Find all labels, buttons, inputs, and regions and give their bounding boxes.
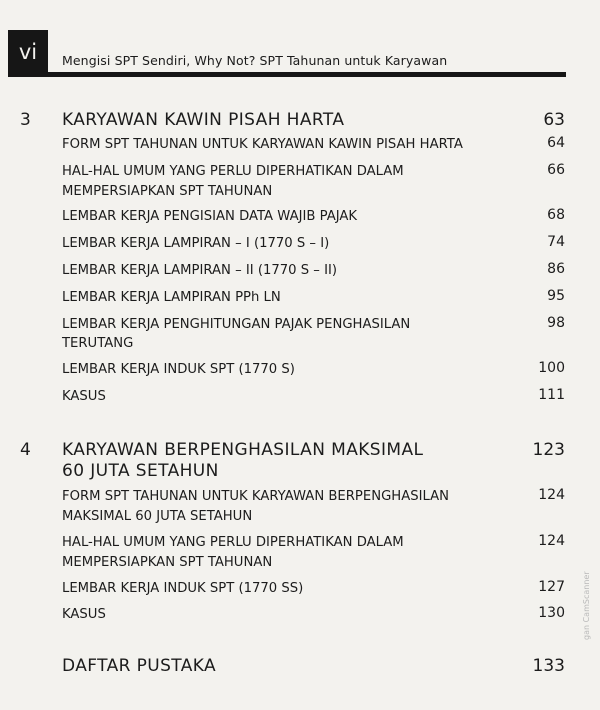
- toc-entry: LEMBAR KERJA PENGISIAN DATA WAJIB PAJAK: [62, 209, 358, 224]
- toc-entry-page: 124: [538, 533, 565, 549]
- toc-entry: FORM SPT TAHUNAN UNTUK KARYAWAN KAWIN PISAH HARTA: [62, 137, 463, 152]
- chapter-title: KARYAWAN KAWIN PISAH HARTA: [62, 110, 345, 130]
- bibliography-page: 133: [532, 656, 565, 676]
- toc-entry-page: 130: [538, 605, 565, 621]
- toc-entry-page: 86: [547, 261, 565, 277]
- chapter-number: 4: [20, 440, 31, 460]
- toc-entry-page: 111: [538, 387, 565, 403]
- toc-entry: LEMBAR KERJA LAMPIRAN – II (1770 S – II): [62, 263, 338, 278]
- chapter-title-continued: 60 JUTA SETAHUN: [62, 461, 219, 481]
- toc-entry-page: 68: [547, 207, 565, 223]
- chapter-title: KARYAWAN BERPENGHASILAN MAKSIMAL: [62, 440, 424, 460]
- chapter-page: 63: [543, 110, 565, 130]
- toc-entry: HAL-HAL UMUM YANG PERLU DIPERHATIKAN DALAM: [62, 535, 404, 550]
- toc-entry-page: 74: [547, 234, 565, 250]
- toc-entry: LEMBAR KERJA PENGHITUNGAN PAJAK PENGHASILAN: [62, 317, 411, 332]
- header-rule: [8, 72, 566, 77]
- page-number-badge: [8, 30, 48, 74]
- toc-entry-continued: MAKSIMAL 60 JUTA SETAHUN: [62, 509, 253, 524]
- toc-entry-page: 98: [547, 315, 565, 331]
- toc-entry-continued: MEMPERSIAPKAN SPT TAHUNAN: [62, 184, 273, 199]
- toc-entry: LEMBAR KERJA INDUK SPT (1770 SS): [62, 581, 304, 596]
- toc-entry: FORM SPT TAHUNAN UNTUK KARYAWAN BERPENGHASILAN: [62, 489, 450, 504]
- bibliography-title: DAFTAR PUSTAKA: [62, 656, 217, 676]
- toc-entry: HAL-HAL UMUM YANG PERLU DIPERHATIKAN DALAM: [62, 164, 404, 179]
- toc-entry: LEMBAR KERJA LAMPIRAN – I (1770 S – I): [62, 236, 330, 251]
- chapter-number: 3: [20, 110, 31, 130]
- toc-entry-page: 95: [547, 288, 565, 304]
- toc-entry-page: 124: [538, 487, 565, 503]
- chapter-page: 123: [532, 440, 565, 460]
- page-number: vi: [18, 40, 38, 64]
- toc-entry-continued: MEMPERSIAPKAN SPT TAHUNAN: [62, 555, 273, 570]
- toc-entry-continued: TERUTANG: [62, 336, 134, 351]
- scanner-watermark: gan CamScanner: [582, 571, 591, 640]
- toc-entry: KASUS: [62, 607, 106, 622]
- toc-entry-page: 127: [538, 579, 565, 595]
- toc-entry: KASUS: [62, 389, 106, 404]
- toc-entry-page: 66: [547, 162, 565, 178]
- toc-entry: LEMBAR KERJA INDUK SPT (1770 S): [62, 362, 295, 377]
- running-header-title: Mengisi SPT Sendiri, Why Not? SPT Tahunan untuk Karyawan: [62, 53, 448, 68]
- toc-entry-page: 100: [538, 360, 565, 376]
- toc-entry-page: 64: [547, 135, 565, 151]
- toc-entry: LEMBAR KERJA LAMPIRAN PPh LN: [62, 290, 281, 305]
